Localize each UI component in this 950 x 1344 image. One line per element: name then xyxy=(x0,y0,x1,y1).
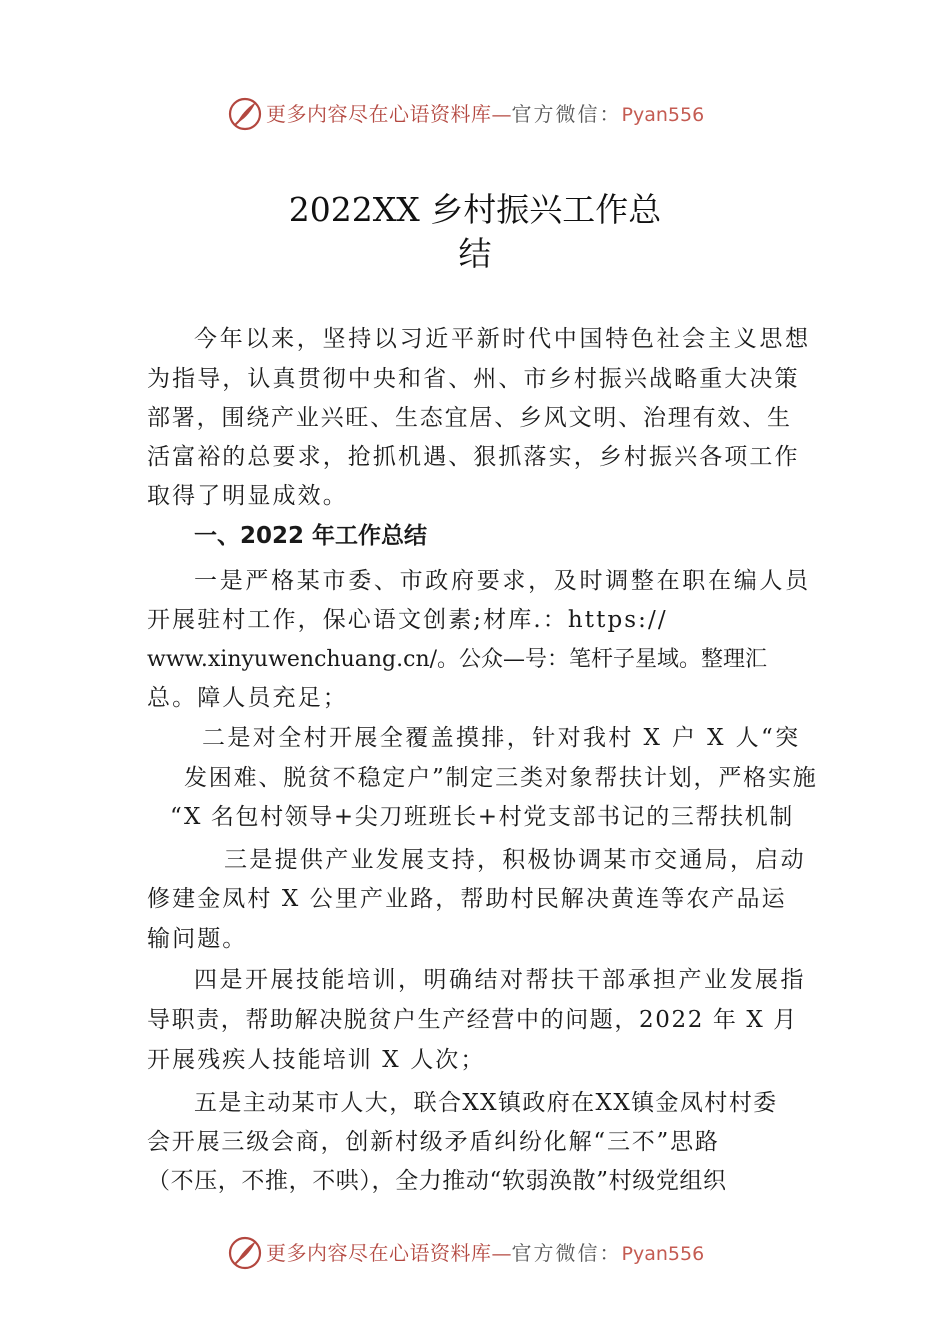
quill-logo-icon xyxy=(228,97,262,131)
body-line: 修建金凤村 X 公里产业路，帮助村民解决黄连等农产品运 xyxy=(147,886,787,912)
body-line: 五是主动某市人大，联合XX镇政府在XX镇金凤村村委 xyxy=(194,1090,778,1116)
title-line-2: 结 xyxy=(458,234,492,273)
body-line: 二是对全村开展全覆盖摸排，针对我村 X 户 X 人“突 xyxy=(202,725,801,751)
quill-logo-icon xyxy=(228,1236,262,1270)
banner-text xyxy=(266,100,704,129)
title-line-1: 2022XX 乡村振兴工作总 xyxy=(288,190,662,229)
body-line: 为指导，认真贯彻中央和省、州、市乡村振兴战略重大决策 xyxy=(147,366,800,392)
banner-wechat-label: 官方微信： xyxy=(511,1241,622,1265)
body-line: 总。障人员充足； xyxy=(147,685,348,711)
body-line: 开展驻村工作，保心语文创素;材库.：https:// xyxy=(147,607,668,633)
body-line: 部署，围绕产业兴旺、生态宜居、乡风文明、治理有效、生 xyxy=(147,405,792,431)
header-banner xyxy=(0,95,950,135)
section-heading: 一、2022 年工作总结 xyxy=(194,523,428,549)
body-line: 活富裕的总要求，抢抓机遇、狠抓落实，乡村振兴各项工作 xyxy=(147,444,800,470)
body-line: 取得了明显成效。 xyxy=(147,483,348,509)
body-line: 今年以来，坚持以习近平新时代中国特色社会主义思想 xyxy=(194,326,811,352)
banner-wechat-id: Pyan556 xyxy=(621,104,705,126)
banner-text xyxy=(266,1239,704,1268)
body-line: 发困难、脱贫不稳定户”制定三类对象帮扶计划，严格实施 xyxy=(184,765,818,791)
document-title xyxy=(0,188,950,276)
body-line: “X 名包村领导+尖刀班班长+村党支部书记的三帮扶机制 xyxy=(170,804,794,830)
body-line: 输问题。 xyxy=(147,926,248,952)
body-line: 一是严格某市委、市政府要求，及时调整在职在编人员 xyxy=(194,568,811,594)
banner-wechat-id: Pyan556 xyxy=(621,1243,705,1265)
body-line: 导职责，帮助解决脱贫户生产经营中的问题，2022 年 X 月 xyxy=(147,1007,798,1033)
footer-banner xyxy=(0,1234,950,1274)
banner-dash: — xyxy=(491,1241,512,1265)
banner-wechat-label: 官方微信： xyxy=(511,102,622,126)
banner-dash: — xyxy=(491,102,512,126)
body-line: www.xinyuwenchuang.cn/。公众—号：笔杆子星域。整理汇 xyxy=(147,647,768,672)
body-line: 三是提供产业发展支持，积极协调某市交通局，启动 xyxy=(224,847,806,873)
body-line: （不压，不推，不哄），全力推动“软弱涣散”村级党组织 xyxy=(147,1168,727,1194)
banner-main-text: 更多内容尽在心语资料库 xyxy=(266,102,492,126)
body-line: 会开展三级会商，创新村级矛盾纠纷化解“三不”思路 xyxy=(147,1129,720,1155)
body-line: 开展残疾人技能培训 X 人次； xyxy=(147,1047,486,1073)
body-line: 四是开展技能培训，明确结对帮扶干部承担产业发展指 xyxy=(194,967,806,993)
banner-main-text: 更多内容尽在心语资料库 xyxy=(266,1241,492,1265)
